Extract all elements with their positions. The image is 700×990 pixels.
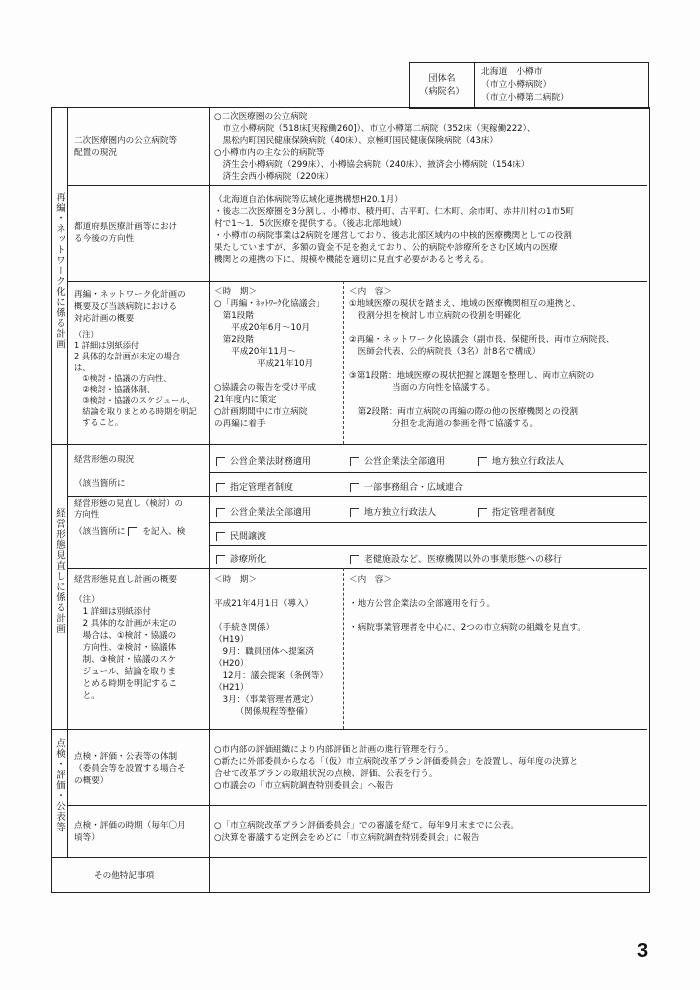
prefecture-plan-content: （北海道自治体病院等広域化連携構想H20.1月） ・後志二次医療圏を3分割し、小樽市、積丹町、古平町、仁木町、余市町、赤井川村の1市5町 村で1～1．5次医療を提供する。（後志北部地域） ・小樽市の病院事業は2病院を運営しており、後志北部区域内の中核的医療機関としての役割 果たしていますが、多額の資金不足を抱えており、公的病院や診療所をさむ区域内の医療 機関との連携の下に、規模や機能を適切に見直す必要があると考える。 — [214, 195, 575, 265]
section-divider — [52, 729, 647, 730]
evaluation-timing-content: ○「市立病院改革プラン評価委員会」での審議を経て、毎年9月末までに公表。 ○決算を審議する定例会をめどに「市立病院調査特別委員会」に報告 — [214, 821, 519, 843]
row-divider — [67, 805, 647, 806]
current-form-label: 経営形態の現況 — [74, 455, 135, 465]
evaluation-timing-label: 点検・評価の時期（毎年〇月 頃等） — [74, 821, 186, 843]
row-divider — [67, 185, 647, 186]
checkbox-icon[interactable] — [350, 555, 359, 564]
network-plan-content: ＜内 容＞ ①地域医療の現状を踏まえ、地域の医療機関相互の連携と、 役割分担を検討し市立病院の役割を明確化 ②再編・ネットワーク化協議会（副市長、保健所長、両市立病院長、 医師会代表、公的病院長（3名）計8名で構成） ③第1段階：地域医療の現状把握と課題を整理し、両市立病院の 当面の方向性を協議する。 第2段階：両市立病院の再編の際の他の医療機関との役割 分担を北海道の参画を得て協議する。 — [349, 287, 615, 429]
checkbox-icon[interactable] — [350, 508, 359, 517]
checkbox-checked-icon[interactable] — [216, 508, 225, 517]
row-divider — [209, 522, 647, 523]
prefecture-plan-label: 都道府県医療計画等におけ る今後の方向性 — [74, 222, 178, 244]
network-plan-label: 再編・ネットワーク化計画の 概要及び当該病院における 対応計画の概要 — [74, 290, 186, 324]
checkbox-icon[interactable] — [350, 457, 359, 466]
review-direction-sub — [74, 526, 185, 538]
page-number: 3 — [637, 940, 649, 962]
organization-header-table — [409, 62, 649, 109]
organization-label-line1: 団体名 — [428, 73, 456, 84]
option-full-application: 公営企業法全部適用 — [364, 457, 446, 467]
review-option-other-business: 老健施設など、医療機関以外の事業形態への移行 — [364, 555, 563, 565]
section-label-reorganization: 再編・ネットワーク化に係る計画 — [54, 192, 65, 350]
review-option-full-application: 公営企業法全部適用 — [230, 508, 312, 518]
current-hospitals-content: ○二次医療圏の公立病院 市立小樽病院（518床[実稼働260]）、市立小樽第二病院（352床（実稼働222）、 黒松内町国民健康保険病院（40床）、京極町国民健康保険病院（43床） ○小樽市内の主な公的病院等 済生会小樽病院（299床）、小樽協会病院（240床）、掖済会小樽病院（154床） 済生会西小樽病院（220床） — [214, 112, 536, 182]
form-plan-label: 経営形態見直し計画の概要 — [74, 575, 178, 585]
organization-name: 北海道 小樽市 — [481, 67, 543, 77]
checkbox-icon[interactable] — [478, 457, 487, 466]
form-plan-content: ＜内 容＞ ・地方公営企業法の全部適用を行う。 ・病院事業管理者を中心に、2つの市立病院の組織を見直す。 — [349, 575, 586, 633]
option-independent-agency: 地方独立行政法人 — [492, 457, 565, 467]
hospital-name-2: （市立小樽第二病院） — [481, 93, 569, 103]
plan-table — [51, 107, 650, 893]
review-sub-text-mid: を記入、検 — [142, 527, 186, 537]
option-partial-union: 一部事務組合・広域連合 — [364, 483, 464, 493]
column-divider — [209, 108, 210, 892]
review-option-independent-agency: 地方独立行政法人 — [364, 508, 437, 518]
section-divider — [52, 444, 647, 445]
row-divider — [67, 281, 647, 282]
column-divider — [67, 108, 68, 857]
checkbox-checked-icon[interactable] — [216, 457, 225, 466]
evaluation-system-label: 点検・評価・公表等の体制 （委員会等を設置する場合そ の概要） — [74, 752, 186, 786]
organization-label — [410, 63, 475, 108]
section-label-management-form: 経営形態見直しに係る計画 — [54, 508, 65, 634]
organization-value — [475, 63, 648, 108]
section-label-evaluation: 点検・評価・公表等 — [54, 738, 65, 833]
form-plan-period: ＜時 期＞ 平成21年4月1日（導入） （手続き関係） （H19） 9月：職員団体へ提案済 （H20） 12月：議会提案（条例等） （H21） 3月：（事業管理者選定） （関係規程等整備） — [214, 575, 329, 717]
option-designated-manager: 指定管理者制度 — [230, 483, 294, 493]
row-divider — [67, 568, 647, 569]
row-divider — [209, 472, 647, 473]
dashed-column-divider — [343, 568, 344, 729]
evaluation-system-content: ○市内部の評価組織により内部評価と計画の進行管理を行う。 ○新たに外部委員からなる「（仮）市立病院改革プラン評価委員会」を設置し、毎年度の決算と 合せて改革プランの取組状況の点検、評価、公表を行う。 ○市議会の「市立病院調査特別委員会」へ報告 — [214, 745, 579, 791]
review-option-clinic: 診療所化 — [230, 555, 267, 565]
network-plan-note: （注） 1 詳細は別紙添付 2 具体的な計画が未定の場合 は、 ①検討・協議の方向性、 ②検討・協議体制、 ③検討・協議のスケジュール、 結論を取りまとめる時期を明記 すること。 — [74, 329, 197, 427]
checkbox-icon[interactable] — [216, 483, 225, 492]
review-sub-text: （該当箇所に — [74, 527, 126, 537]
network-plan-period: ＜時 期＞ ○「再編・ﾈｯﾄﾜｰｸ化協議会」 第1段階 平成20年6月～10月 第2段階 平成20年11月～ 平成21年10月 ○協議会の報告を受け平成 21年度内に策定 ○計画期間中に市立病院 の再編に着手 — [214, 287, 325, 429]
current-hospitals-label: 二次医療圏内の公立病院等 配置の現況 — [74, 136, 178, 158]
row-divider — [67, 496, 647, 497]
section-divider — [52, 857, 647, 858]
checkbox-icon[interactable] — [478, 508, 487, 517]
review-option-designated-manager: 指定管理者制度 — [492, 508, 556, 518]
dashed-column-divider — [343, 281, 344, 444]
review-direction-label: 経営形態の見直し（検討）の 方向性 — [74, 498, 183, 519]
current-form-sub: （該当箇所に — [74, 479, 126, 489]
organization-label-line2: （病院名） — [419, 86, 465, 97]
row-divider — [209, 545, 647, 546]
checkbox-icon[interactable] — [216, 532, 225, 541]
other-notes-label: その他特記事項 — [94, 871, 155, 881]
hospital-name-1: （市立小樽病院） — [481, 80, 552, 90]
checkbox-icon[interactable] — [216, 555, 225, 564]
checkbox-checked-icon — [128, 527, 137, 536]
checkbox-icon[interactable] — [350, 483, 359, 492]
option-financial-application: 公営企業法財務適用 — [230, 457, 312, 467]
review-option-private-transfer: 民間譲渡 — [230, 532, 267, 542]
form-plan-note: （注） 1 詳細は別紙添付 2 具体的な計画が未定の 場合は、①検討・協議の 方向性、②検討・協議体 制、③検討・協議のスケ ジュール、結論を取りま とめる時期を明記するこ と。 — [74, 595, 178, 701]
